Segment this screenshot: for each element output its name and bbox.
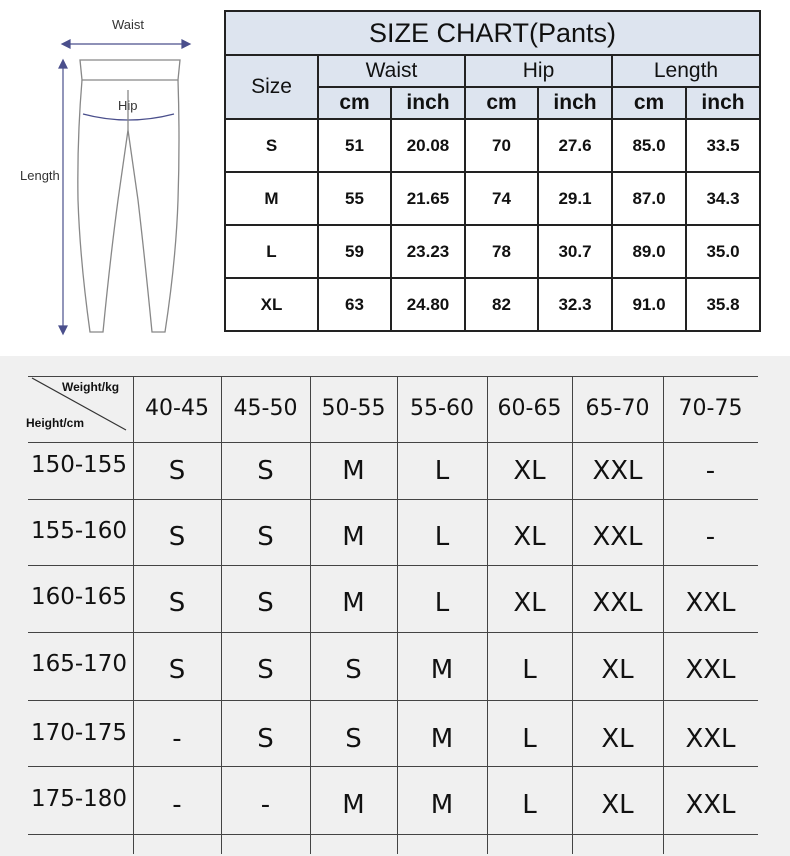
length-group-header: Length bbox=[612, 55, 760, 87]
grid-hline bbox=[28, 565, 758, 566]
grid-hline bbox=[28, 442, 758, 443]
weight-range-header: 55-60 bbox=[410, 396, 474, 421]
measurement-cell: 70 bbox=[465, 119, 538, 172]
hip-group-header: Hip bbox=[465, 55, 612, 87]
size-recommendation: XXL bbox=[685, 790, 736, 820]
measurement-cell: 32.3 bbox=[538, 278, 612, 331]
size-row bbox=[225, 119, 760, 172]
height-axis-label: Height/cm bbox=[26, 416, 85, 430]
size-recommendation: M bbox=[342, 456, 365, 486]
measurement-cell: 78 bbox=[465, 225, 538, 278]
size-recommendation: XXL bbox=[685, 724, 736, 754]
weight-range-header: 70-75 bbox=[678, 396, 743, 421]
size-label: L bbox=[225, 225, 318, 278]
measurement-cell: 33.5 bbox=[686, 119, 760, 172]
size-recommendation: S bbox=[168, 456, 186, 486]
weight-range-header: 45-50 bbox=[233, 396, 298, 421]
size-recommendation: XL bbox=[601, 724, 634, 754]
size-recommendation: S bbox=[257, 522, 274, 552]
grid-hline bbox=[28, 499, 758, 500]
height-range-label: 175-180 bbox=[30, 786, 128, 812]
measurement-cell: 20.08 bbox=[391, 119, 465, 172]
length-arrow bbox=[59, 60, 67, 334]
grid-hline bbox=[28, 766, 758, 767]
size-recommendation: L bbox=[522, 790, 537, 820]
size-chart-table bbox=[224, 10, 761, 332]
measurement-cell: 82 bbox=[465, 278, 538, 331]
size-recommendation: L bbox=[522, 724, 537, 754]
weight-axis-label: Weight/kg bbox=[62, 380, 120, 394]
size-row bbox=[225, 225, 760, 278]
size-recommendation: L bbox=[434, 522, 450, 552]
measurement-cell: 24.80 bbox=[391, 278, 465, 331]
height-range-label: 150-155 bbox=[30, 452, 128, 478]
size-recommendation: - bbox=[705, 456, 716, 486]
weight-range-header: 50-55 bbox=[321, 396, 386, 421]
measurement-cell: 85.0 bbox=[612, 119, 686, 172]
size-recommendation: XL bbox=[513, 456, 546, 486]
hip-label: Hip bbox=[118, 98, 138, 113]
grid-hline bbox=[28, 834, 758, 835]
size-recommendation: L bbox=[434, 456, 450, 486]
size-recommendation: XL bbox=[513, 588, 546, 618]
measurement-cell: 29.1 bbox=[538, 172, 612, 225]
size-recommendation: L bbox=[522, 655, 537, 685]
size-recommendation: L bbox=[434, 588, 450, 618]
size-recommendation: - bbox=[172, 724, 182, 754]
size-recommendation: S bbox=[257, 588, 274, 618]
height-range-label: 155-160 bbox=[30, 518, 128, 544]
waist-group-header: Waist bbox=[318, 55, 465, 87]
size-recommendation: XL bbox=[601, 790, 634, 820]
measurement-cell: 87.0 bbox=[612, 172, 686, 225]
measurement-cell: 74 bbox=[465, 172, 538, 225]
size-recommendation: M bbox=[342, 790, 365, 820]
size-label: XL bbox=[225, 278, 318, 331]
size-recommendation: M bbox=[342, 588, 365, 618]
size-recommendation: S bbox=[257, 456, 274, 486]
size-recommendation: S bbox=[168, 655, 186, 685]
waist-label: Waist bbox=[112, 17, 145, 32]
size-recommendation: - bbox=[172, 790, 182, 820]
height-weight-guide bbox=[0, 356, 790, 856]
measurement-cell: 23.23 bbox=[391, 225, 465, 278]
measurement-cell: 35.0 bbox=[686, 225, 760, 278]
pants-diagram bbox=[0, 0, 220, 345]
size-recommendation: XXL bbox=[685, 588, 736, 618]
size-recommendation: XXL bbox=[685, 655, 736, 685]
size-recommendation: S bbox=[168, 588, 186, 618]
weight-range-header: 60-65 bbox=[497, 396, 562, 421]
weight-range-header: 65-70 bbox=[585, 396, 650, 421]
unit-header: inch bbox=[391, 87, 465, 119]
measurement-cell: 55 bbox=[318, 172, 391, 225]
size-recommendation: M bbox=[430, 790, 454, 820]
size-recommendation: S bbox=[345, 655, 362, 685]
grid-hline bbox=[28, 376, 758, 377]
size-recommendation: XXL bbox=[592, 588, 643, 618]
measurement-cell: 89.0 bbox=[612, 225, 686, 278]
size-recommendation: S bbox=[257, 655, 274, 685]
unit-header: cm bbox=[465, 87, 538, 119]
height-range-label: 160-165 bbox=[30, 584, 128, 610]
size-recommendation: XXL bbox=[592, 522, 643, 552]
waist-arrow bbox=[62, 40, 190, 48]
unit-header: cm bbox=[318, 87, 391, 119]
size-recommendation: S bbox=[345, 724, 362, 754]
measurement-cell: 21.65 bbox=[391, 172, 465, 225]
grid-hline bbox=[28, 632, 758, 633]
measurement-cell: 34.3 bbox=[686, 172, 760, 225]
size-recommendation: - bbox=[705, 522, 716, 552]
size-recommendation: S bbox=[168, 522, 186, 552]
size-recommendation: M bbox=[430, 655, 454, 685]
measurement-cell: 30.7 bbox=[538, 225, 612, 278]
size-recommendation: M bbox=[342, 522, 365, 552]
measurement-cell: 51 bbox=[318, 119, 391, 172]
size-column-header: Size bbox=[225, 55, 318, 119]
length-label: Length bbox=[20, 168, 60, 183]
size-recommendation: S bbox=[257, 724, 274, 754]
unit-header: inch bbox=[538, 87, 612, 119]
size-recommendation: XL bbox=[513, 522, 546, 552]
size-recommendation: - bbox=[260, 790, 271, 820]
unit-header: cm bbox=[612, 87, 686, 119]
size-recommendation: XL bbox=[601, 655, 634, 685]
weight-range-header: 40-45 bbox=[145, 396, 209, 421]
height-range-label: 170-175 bbox=[30, 720, 128, 746]
measurement-cell: 35.8 bbox=[686, 278, 760, 331]
size-recommendation: XXL bbox=[592, 456, 643, 486]
height-range-label: 165-170 bbox=[30, 651, 128, 677]
size-row bbox=[225, 172, 760, 225]
measurement-cell: 91.0 bbox=[612, 278, 686, 331]
size-chart-title: SIZE CHART(Pants) bbox=[225, 11, 760, 55]
unit-header: inch bbox=[686, 87, 760, 119]
measurement-cell: 63 bbox=[318, 278, 391, 331]
size-label: M bbox=[225, 172, 318, 225]
size-row bbox=[225, 278, 760, 331]
grid-hline bbox=[28, 700, 758, 701]
measurement-cell: 27.6 bbox=[538, 119, 612, 172]
size-label: S bbox=[225, 119, 318, 172]
measurement-cell: 59 bbox=[318, 225, 391, 278]
size-recommendation: M bbox=[430, 724, 454, 754]
